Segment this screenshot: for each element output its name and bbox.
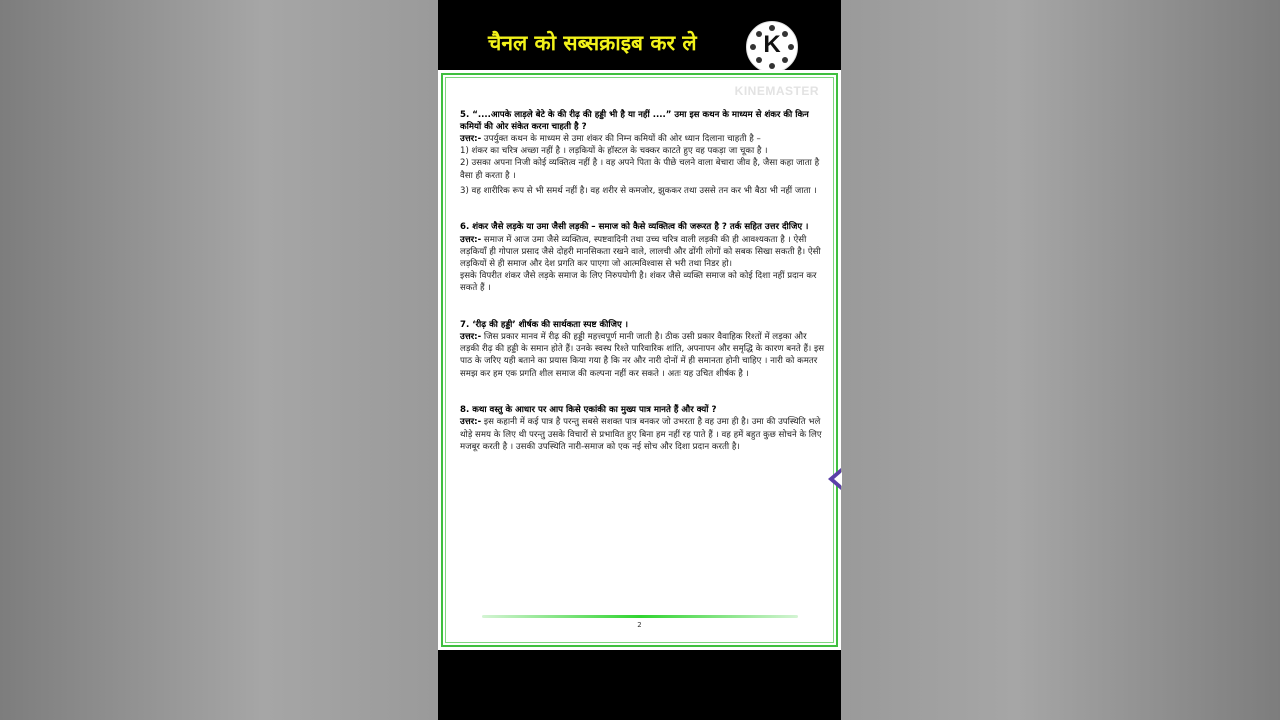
document-page	[438, 70, 841, 650]
answer-line: 2) उसका अपना निजी कोई व्यक्तित्व नहीं है । वह अपने पिता के पीछे चलने वाला बेचारा जीव है, जैसा कहा जाता है वैसा ही करता है ।	[460, 158, 820, 181]
answer-label: उत्तर:-	[460, 417, 482, 428]
answer-line: इसके विपरीत शंकर जैसे लड़के समाज के लिए निरुपयोगी है। शंकर जैसे व्यक्ति समाज को कोई दिशा नहीं प्रदान कर सकते हैं ।	[460, 271, 817, 294]
question-text: 7. ‘रीढ़ की हड्डी’ शीर्षक की सार्थकता स्पष्ट कीजिए ।	[460, 319, 628, 330]
answer-line: उत्तर:- जिस प्रकार मानव में रीढ़ की हड्डी महत्त्वपूर्ण मानी जाती है। ठीक उसी प्रकार वैवाहिक रिश्तों में लड़का और लड़की रीढ़ की हड्डी के समान होते हैं। उनके स्वस्थ रिश्ते पारिवारिक शांति, अपनापन और समृद्धि के कारण बनते हैं। इस पाठ के जरिए यही बताने का प्रयास किया गया है कि नर और नारी दोनों में ही समानता होनी चाहिए । नारी को कमतर समझ कर हम एक प्रगति शील समाज की कल्पना नहीं कर सकते । अतः यह उचित शीर्षक है ।	[460, 332, 825, 379]
logo-letter: K	[763, 31, 781, 58]
question-block	[460, 405, 828, 453]
question-block	[460, 110, 828, 197]
answer-line: 3) वह शारीरिक रूप से भी समर्थ नहीं है। वह शरीर से कमजोर, झुककर तथा उससे तन कर भी बैठा भी नहीं जाता ।	[460, 185, 817, 196]
kinemaster-logo-icon	[746, 21, 798, 73]
question-text: 5. “....आपके लाड़ले बेटे के की रीढ़ की हड्डी भी है या नहीं ....” उमा इस कथन के माध्यम से शंकर की किन कमियों की ओर संकेत करना चाहती है ?	[460, 110, 809, 132]
answer-line: उत्तर:- इस कहानी में कई पात्र है परन्तु सबसे सशक्त पात्र बनकर जो उभरता है वह उमा ही है। उमा की उपस्थिति भले थोड़े समय के लिए थी परन्तु उसके विचारों से प्रभावित हुए बिना हम नहीं रह पाते हैं । वह हमें बहुत कुछ सोचने के लिए मजबूर करती है । उसकी उपस्थिति नारी-समाज को एक नई सोच और दिशा प्रदान करती है।	[460, 417, 822, 452]
blurred-background-right	[841, 0, 1280, 720]
question-block	[460, 222, 828, 295]
answer-label: उत्तर:-	[460, 234, 482, 245]
question-text: 8. कथा वस्तु के आधार पर आप किसे एकांकी का मुख्य पात्र मानते हैं और क्यों ?	[460, 404, 717, 415]
subscribe-banner	[438, 0, 841, 70]
banner-text: चैनल को सब्सक्राइब कर ले	[488, 31, 697, 55]
question-text: 6. शंकर जैसे लड़के या उमा जैसी लड़की – समाज को कैसे व्यक्तित्व की जरूरत है ? तर्क सहित उत्तर दीजिए ।	[460, 222, 809, 233]
answer-line: 1) शंकर का चरित्र अच्छा नहीं है । लड़कियों के हॉस्टल के चक्कर काटते हुए वह पकड़ा जा चूका है ।	[460, 146, 768, 157]
question-block	[460, 320, 828, 380]
chevron-left-icon-inner	[834, 472, 842, 486]
blurred-background-left	[0, 0, 438, 720]
page-number: 2	[637, 621, 642, 629]
watermark: KINEMASTER	[734, 84, 819, 98]
footer-rule	[482, 615, 798, 618]
answer-line: उत्तर:- उपर्युक्त कथन के माध्यम से उमा शंकर की निम्न कमियों की ओर ध्यान दिलाना चाहती है –	[460, 134, 761, 144]
questions-list	[460, 110, 828, 478]
answer-line: उत्तर:- समाज में आज उमा जैसे व्यक्तित्व, स्पष्टवादिनी तथा उच्च चरित्र वाली लड़की की ही आवश्यकता है । ऐसी लड़कियाँ ही गोपाल प्रसाद जैसे दोहरी मानसिकता रखने वाले, लालची और ढोंगी लोगों को सबक सिखा सकती है। ऐसी लड़कियों से ही समाज और देश प्रगति कर पाएगा जो आत्मविश्वास से भरी तथा निडर हो।	[460, 234, 821, 269]
video-frame	[438, 0, 841, 720]
answer-label: उत्तर:-	[460, 332, 482, 343]
answer-label: उत्तर:-	[460, 134, 482, 144]
